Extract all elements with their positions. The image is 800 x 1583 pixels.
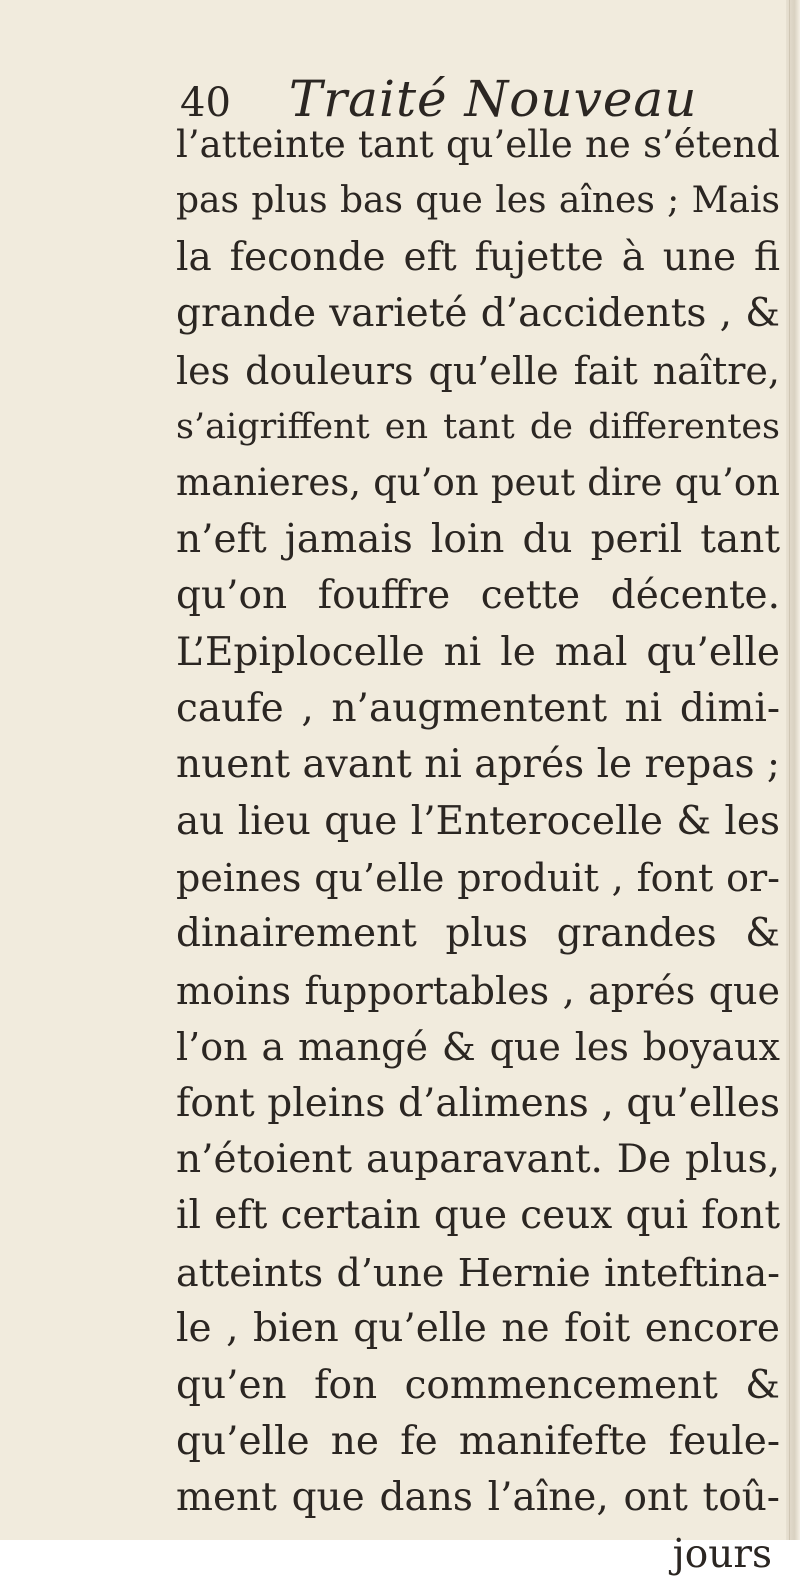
text-line: il eft certain que ceux qui font	[176, 1193, 780, 1239]
body-text	[176, 117, 780, 1583]
text-line: grande varieté d’accidents , &	[176, 291, 780, 337]
text-line: la feconde eft fujette à une fi	[176, 234, 780, 280]
text-line: atteints d’une Hernie inteftina-	[176, 1250, 780, 1295]
text-line: dinairement plus grandes &	[176, 911, 780, 957]
text-line: moins fupportables , aprés que	[176, 968, 780, 1013]
text-line: qu’en fon commencement &	[176, 1362, 780, 1408]
text-line: qu’on fouffre cette décente.	[176, 573, 780, 619]
text-line: au lieu que l’Enterocelle & les	[176, 798, 780, 844]
text-line: l’atteinte tant qu’elle ne s’étend	[176, 123, 780, 166]
text-line: nuent avant ni aprés le repas ;	[176, 742, 781, 788]
text-line: s’aigriffent en tant de differentes	[176, 406, 780, 447]
text-line: les douleurs qu’elle fait naître,	[176, 348, 780, 393]
catchword: jours	[672, 1531, 772, 1577]
text-line: font pleins d’alimens , qu’elles	[176, 1080, 780, 1126]
text-line: n’étoient auparavant. De plus,	[176, 1137, 780, 1183]
page-fold-line	[789, 0, 790, 1540]
text-line: qu’elle ne fe manifefte feule-	[176, 1418, 780, 1464]
text-line: manieres, qu’on peut dire qu’on	[176, 461, 780, 505]
text-line: l’on a mangé & que les boyaux	[176, 1025, 780, 1070]
text-line: pas plus bas que les aînes ; Mais	[176, 180, 780, 222]
text-line: peines qu’elle produit , font or-	[176, 856, 780, 901]
text-line: n’eft jamais loin du peril tant	[176, 516, 780, 562]
page-number: 40	[180, 80, 231, 126]
text-line: L’Epiplocelle ni le mal qu’elle	[176, 629, 780, 675]
text-line: le , bien qu’elle ne foit encore	[176, 1306, 780, 1352]
text-line: caufe , n’augmentent ni dimi-	[176, 685, 780, 731]
text-line: ment que dans l’aîne, ont toû-	[176, 1475, 780, 1521]
running-title: Traité Nouveau	[288, 70, 698, 128]
